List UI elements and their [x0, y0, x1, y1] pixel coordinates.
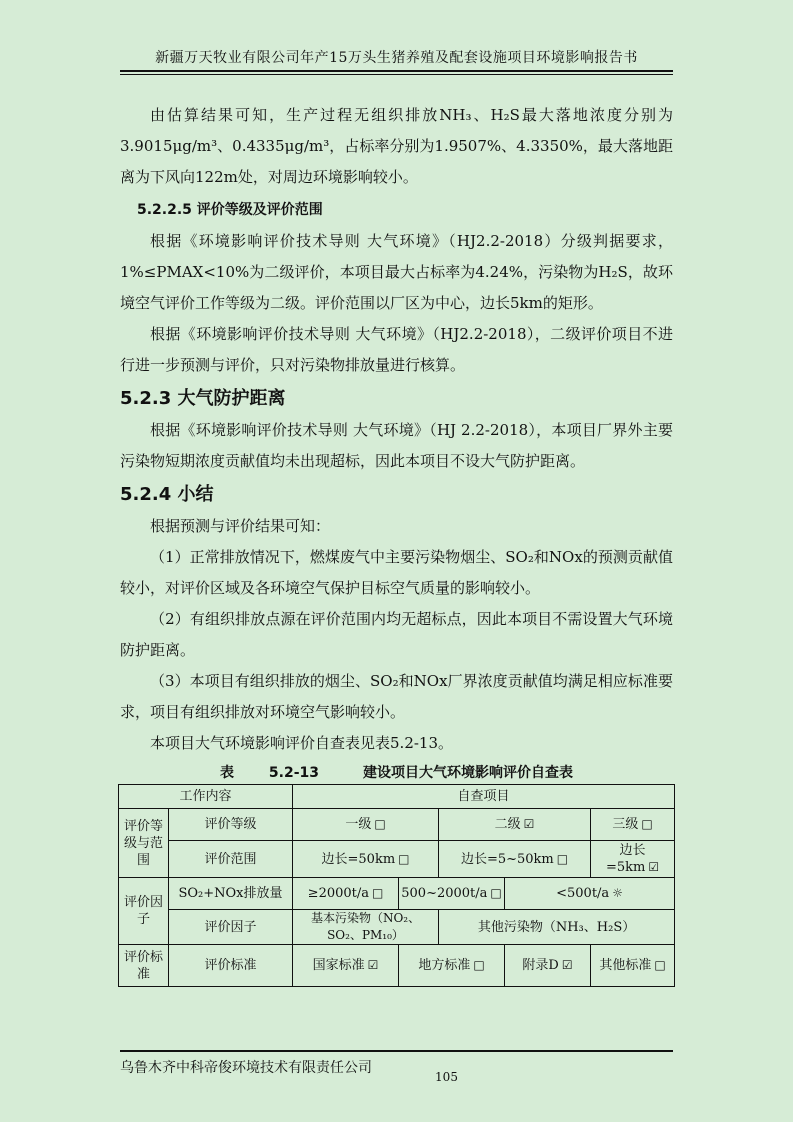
summary-item-2: （2）有组织排放点源在评价范围内均无超标点，因此本项目不需设置大气环境防护距离。 [120, 610, 673, 659]
checkbox-checked-icon[interactable]: ☑ [523, 817, 535, 831]
checkbox-empty-icon[interactable]: □ [374, 817, 386, 831]
cell-level-2[interactable]: 二级 ☑ [439, 809, 591, 841]
cell-range-3[interactable]: 边长=5km ☑ [591, 841, 675, 878]
page-number: 105 [435, 1070, 458, 1084]
header-rule [120, 70, 673, 75]
checkbox-checked-icon[interactable]: ☑ [648, 860, 660, 874]
paragraph-estimate-result: 由估算结果可知，生产过程无组织排放NH₃、H₂S最大落地浓度分别为3.9015μg/m³、0.4335μg/m³，占标率分别为1.9507%、4.3350%，最大落地距离为下风向122m处，对周边环境影响较小。 [120, 106, 673, 186]
group-factors: 评价因子 [119, 878, 169, 945]
summary-item-1: （1）正常排放情况下，燃煤废气中主要污染物烟尘、SO₂和NOx的预测贡献值较小，对评价区域及各环境空气保护目标空气质量的影响较小。 [120, 548, 673, 597]
header-self-check: 自查项目 [293, 785, 675, 809]
cell-std-national[interactable]: 国家标准 ☑ [293, 945, 399, 987]
checkbox-empty-icon[interactable]: □ [490, 886, 502, 900]
row-label-factor: 评价因子 [169, 910, 293, 945]
paragraph-summary-intro: 根据预测与评价结果可知： [150, 517, 331, 535]
document-body [120, 100, 673, 987]
cell-range-2[interactable]: 边长=5~50km □ [439, 841, 591, 878]
heading-5-2-4: 5.2.4 小结 [120, 484, 214, 505]
cell-range-1[interactable]: 边长=50km □ [293, 841, 439, 878]
heading-5-2-2-5: 5.2.2.5 评价等级及评价范围 [137, 202, 323, 218]
cell-factor-other: 其他污染物（NH₃、H₂S） [439, 910, 675, 945]
summary-item-3: （3）本项目有组织排放的烟尘、SO₂和NOx厂界浓度贡献值均满足相应标准要求，项目有组织排放对环境空气影响较小。 [120, 672, 673, 721]
row-label-emission: SO₂+NOx排放量 [169, 878, 293, 910]
cell-std-local[interactable]: 地方标准 □ [399, 945, 505, 987]
checkbox-empty-icon[interactable]: □ [398, 851, 410, 866]
footer-rule [120, 1050, 673, 1052]
cell-std-other[interactable]: 其他标准 □ [591, 945, 675, 987]
self-check-table [118, 784, 675, 987]
group-level-range: 评价等级与范围 [119, 809, 169, 878]
checkbox-empty-icon[interactable]: □ [372, 886, 384, 900]
heading-5-2-3: 5.2.3 大气防护距离 [120, 388, 286, 409]
row-label-level: 评价等级 [169, 809, 293, 841]
paragraph-grade-criteria: 根据《环境影响评价技术导则 大气环境》（HJ2.2-2018）分级判据要求，1%≤PMAX<10%为二级评价，本项目最大占标率为4.24%，污染物为H₂S，故环境空气评价工作等级为二级。评价范围以厂区为中心，边长5km的矩形。 [120, 232, 673, 312]
checkbox-checked-icon[interactable]: ☑ [367, 958, 379, 972]
footer-organization: 乌鲁木齐中科帝俊环境技术有限责任公司 [120, 1060, 372, 1076]
cell-emission-1[interactable]: ≥2000t/a □ [293, 878, 399, 910]
row-label-standard: 评价标准 [169, 945, 293, 987]
checkbox-empty-icon[interactable]: □ [641, 817, 653, 831]
row-label-range: 评价范围 [169, 841, 293, 878]
cell-std-appendix-d[interactable]: 附录D ☑ [505, 945, 591, 987]
header-work-content: 工作内容 [119, 785, 293, 809]
paragraph-protection-distance: 根据《环境影响评价技术导则 大气环境》（HJ 2.2-2018），本项目厂界外主要污染物短期浓度贡献值均未出现超标，因此本项目不设大气防护距离。 [120, 421, 673, 470]
table-caption [120, 762, 673, 784]
paragraph-table-reference: 本项目大气环境影响评价自查表见表5.2-13。 [150, 734, 454, 752]
cell-level-3[interactable]: 三级 □ [591, 809, 675, 841]
cell-factor-basic: 基本污染物（NO₂、SO₂、PM₁₀） [293, 910, 439, 945]
cell-level-1[interactable]: 一级 □ [293, 809, 439, 841]
group-standard: 评价标准 [119, 945, 169, 987]
cell-emission-2[interactable]: 500~2000t/a □ [399, 878, 505, 910]
checkbox-empty-icon[interactable]: □ [654, 958, 666, 972]
table-caption-number: 表 5.2-13 [220, 765, 319, 781]
checkbox-empty-icon[interactable]: □ [473, 958, 485, 972]
cell-emission-3[interactable]: <500t/a ☼ [505, 878, 675, 910]
checkbox-empty-icon[interactable]: □ [556, 851, 569, 866]
table-caption-title: 建设项目大气环境影响评价自查表 [362, 765, 573, 781]
checkbox-gear-icon[interactable]: ☼ [612, 886, 623, 900]
page-header-title: 新疆万天牧业有限公司年产15万头生猪养殖及配套设施项目环境影响报告书 [155, 50, 638, 66]
paragraph-second-grade: 根据《环境影响评价技术导则 大气环境》（HJ2.2-2018），二级评价项目不进行进一步预测与评价，只对污染物排放量进行核算。 [120, 325, 673, 374]
checkbox-checked-icon[interactable]: ☑ [561, 958, 573, 972]
